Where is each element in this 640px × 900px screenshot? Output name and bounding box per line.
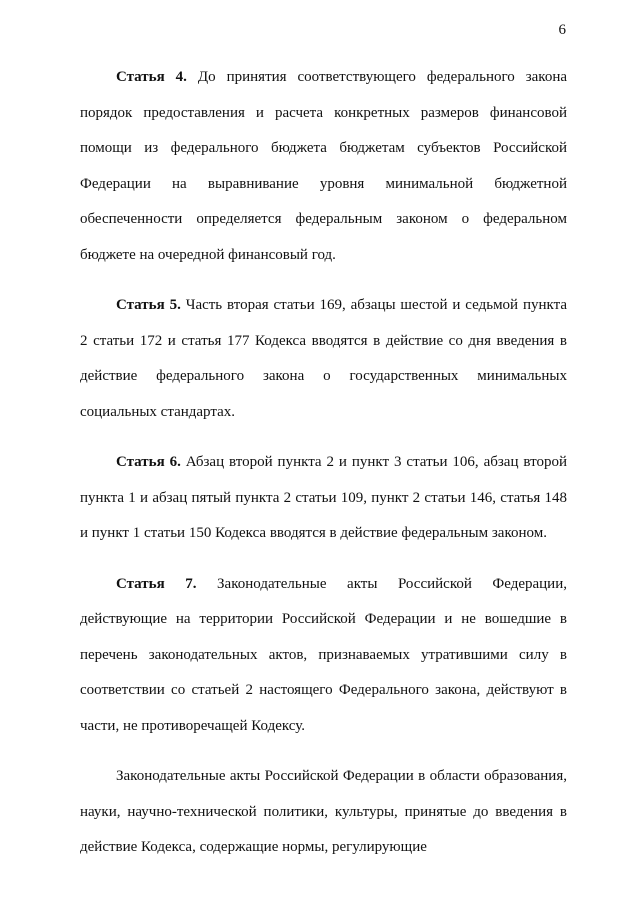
article-4-paragraph xyxy=(80,60,567,273)
article-7-text: Законодательные акты Российской Федерации, действующие на территории Российской Федерации и не вошедшие в перечень законодательных актов, признаваемых утратившими силу в соответствии со статьей 2 настоящего Федерального закона, действуют в части, не противоречащей Кодексу. xyxy=(80,575,567,734)
article-7-label: Статья 7. xyxy=(116,575,197,592)
article-5-label: Статья 5. xyxy=(116,297,181,313)
article-6-paragraph xyxy=(80,445,567,552)
legislative-acts-text: Законодательные акты Российской Федерации в области образования, науки, научно-технической политики, культуры, принятые до введения в действие Кодекса, содержащие нормы, регулирующие xyxy=(80,768,567,855)
article-5-paragraph xyxy=(80,288,567,430)
legislative-acts-paragraph xyxy=(80,759,567,866)
document-body xyxy=(80,60,567,881)
article-6-label: Статья 6. xyxy=(116,454,181,470)
page-number: 6 xyxy=(558,22,566,38)
article-4-text: До принятия соответствующего федерального закона порядок предоставления и расчета конкретных размеров финансовой помощи из федерального бюджета бюджетам субъектов Российской Федерации на выравнивание уровня минимальной бюджетной обеспеченности определяется федеральным законом о федеральном бюджете на очередной финансовый год. xyxy=(80,69,568,263)
article-6-text: Абзац второй пункта 2 и пункт 3 статьи 106, абзац второй пункта 1 и абзац пятый пункта 2 статьи 109, пункт 2 статьи 146, статья 148 и пункт 1 статьи 150 Кодекса вводятся в действие федеральным законом. xyxy=(80,454,567,541)
article-7-paragraph xyxy=(80,567,567,745)
article-5-text: Часть вторая статьи 169, абзацы шестой и седьмой пункта 2 статьи 172 и статья 177 Кодекса вводятся в действие со дня введения в действие федерального закона о государственных минимальных социальных стандартах. xyxy=(80,297,567,420)
article-4-label: Статья 4. xyxy=(116,69,187,85)
